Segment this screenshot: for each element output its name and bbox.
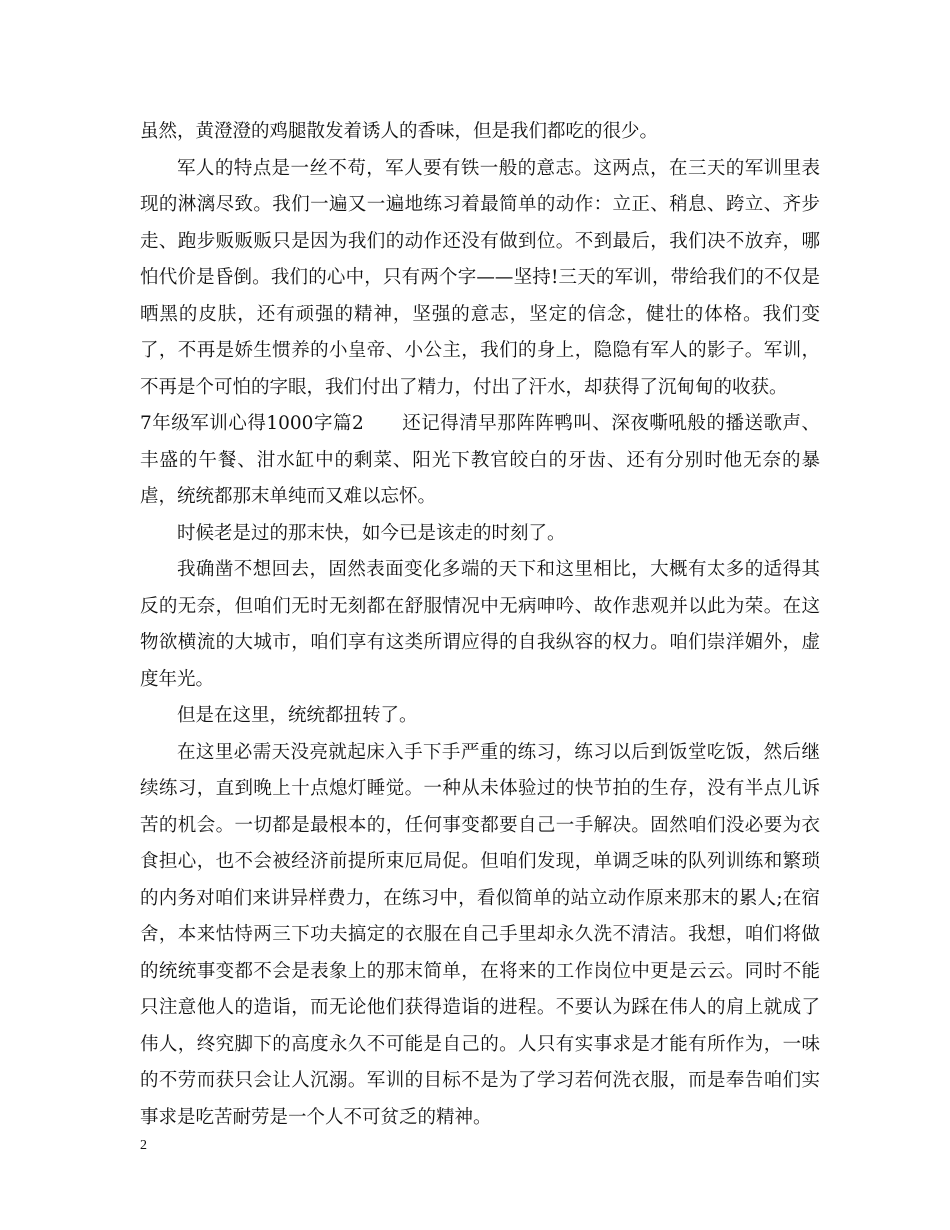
paragraph-6 [140, 698, 820, 735]
paragraph-3-with-heading [140, 406, 820, 516]
paragraph-5 [140, 552, 820, 698]
paragraph-7 [140, 735, 820, 1137]
page-number: 2 [140, 1138, 147, 1153]
paragraph-2 [140, 151, 820, 407]
section-heading: 7年级军训心得1000字篇2 [140, 413, 364, 434]
document-body [140, 114, 820, 1136]
paragraph-text: 还记得清早那阵阵鸭叫、深夜嘶吼般的播送歌声、丰盛的午餐、泔水缸中的剩菜、阳光下教官皎白的牙齿、还有分别时他无奈的暴虐，统统都那末单纯而又难以忘怀。 [140, 413, 820, 507]
paragraph-text: 虽然，黄澄澄的鸡腿散发着诱人的香味，但是我们都吃的很少。 [140, 121, 659, 142]
paragraph-text: 时候老是过的那末快，如今已是该走的时刻了。 [177, 522, 566, 544]
paragraph-text: 军人的特点是一丝不苟，军人要有铁一般的意志。这两点，在三天的军训里表现的淋漓尽致。我们一遍又一遍地练习着最简单的动作：立正、稍息、跨立、齐步走、跑步贩贩贩只是因为我们的动作还没有做到位。不到最后，我们决不放弃，哪怕代价是昏倒。我们的心中，只有两个字——坚持!三天的军训，带给我们的不仅是晒黑的皮肤，还有顽强的精神，坚强的意志，坚定的信念，健壮的体格。我们变了，不再是娇生惯养的小皇帝、小公主，我们的身上，隐隐有军人的影子。军训，不再是个可怕的字眼，我们付出了精力，付出了汗水，却获得了沉甸甸的收获。 [140, 157, 820, 398]
paragraph-text: 在这里必需天没亮就起床入手下手严重的练习，练习以后到饭堂吃饭，然后继续练习，直到晚上十点熄灯睡觉。一种从未体验过的快节拍的生存，没有半点儿诉苦的机会。一切都是最根本的，任何事变都要自己一手解决。固然咱们没必要为衣食担心，也不会被经济前提所束厄局促。但咱们发现，单调乏味的队列训练和繁琐的内务对咱们来讲异样费力，在练习中，看似简单的站立动作原来那末的累人;在宿舍，本来怙恃两三下功夫搞定的衣服在自己手里却永久洗不清洁。我想，咱们将做的统统事变都不会是表象上的那末简单，在将来的工作岗位中更是云云。同时不能只注意他人的造诣，而无论他们获得造诣的进程。不要认为踩在伟人的肩上就成了伟人，终究脚下的高度永久不可能是自己的。人只有实事求是才能有所作为，一味的不劳而获只会让人沉溺。军训的目标不是为了学习若何洗衣服，而是奉告咱们实事求是吃苦耐劳是一个人不可贫乏的精神。 [140, 741, 820, 1128]
paragraph-text: 我确凿不想回去，固然表面变化多端的天下和这里相比，大概有太多的适得其反的无奈，但咱们无时无刻都在舒服情况中无病呻吟、故作悲观并以此为荣。在这物欲横流的大城市，咱们享有这类所谓应得的自我纵容的权力。咱们崇洋媚外，虚度年光。 [140, 559, 820, 690]
paragraph-4 [140, 516, 820, 553]
paragraph-text: 但是在这里，统统都扭转了。 [177, 705, 418, 726]
paragraph-1 [140, 114, 820, 151]
